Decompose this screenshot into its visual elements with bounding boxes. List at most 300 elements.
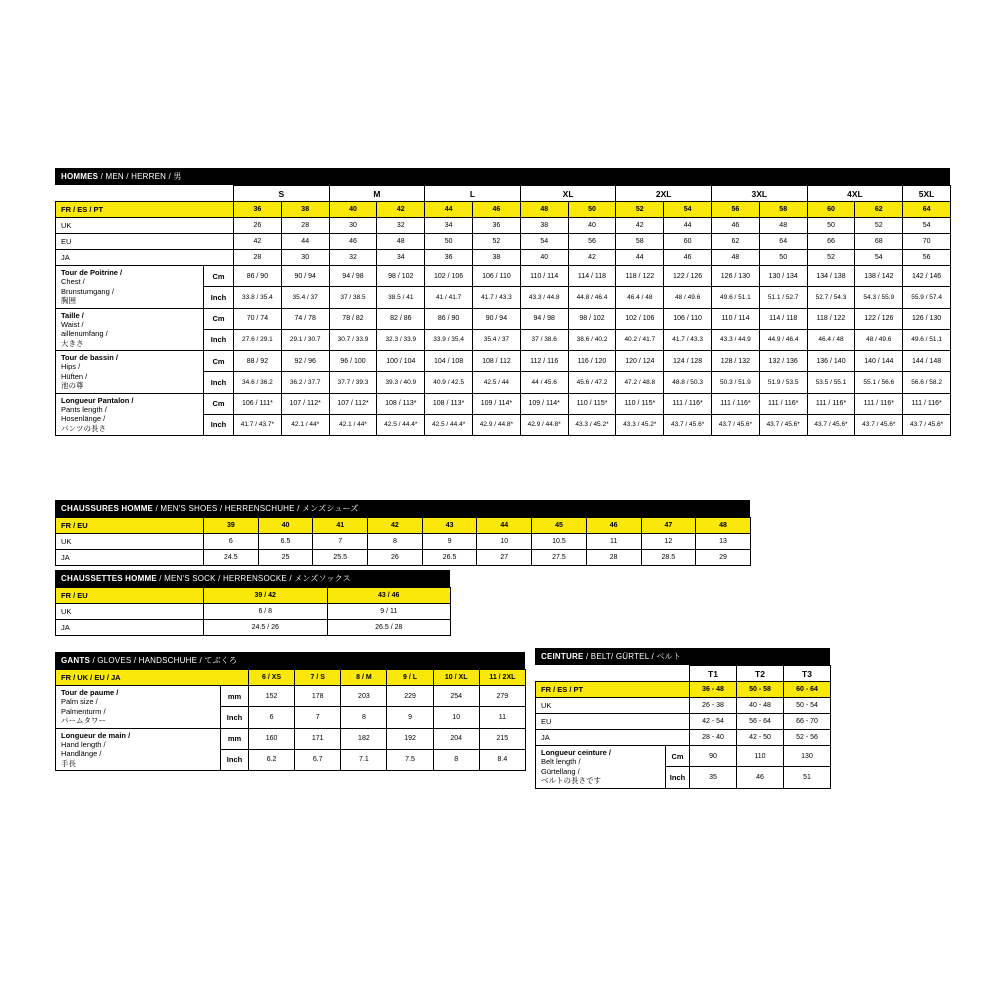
measure-value-cm: 138 / 142 — [855, 266, 903, 287]
glove-value-inch: 6.2 — [249, 749, 295, 770]
row-label-glove-sizes: FR / UK / EU / JA — [56, 670, 249, 686]
table-row — [56, 393, 951, 414]
size-value: 64 — [903, 202, 951, 218]
shoe-size-value: 24.5 — [204, 550, 259, 566]
measure-value-inch: 43.7 / 45.6* — [759, 414, 807, 435]
glove-value-mm: 254 — [433, 686, 479, 707]
size-value: 56 — [712, 202, 760, 218]
shoe-size-value: 10 — [477, 534, 532, 550]
size-value: 44 — [616, 250, 664, 266]
measure-value-inch: 46.4 / 48 — [616, 287, 664, 308]
size-value: 32 — [329, 250, 377, 266]
row-label-EU: EU — [536, 714, 690, 730]
glove-value-inch: 6 — [249, 707, 295, 728]
glove-size-row — [56, 670, 526, 686]
label-line: ベルトの長さです — [541, 776, 601, 786]
size-value: 54 — [520, 234, 568, 250]
measure-label — [56, 308, 204, 351]
measure-value-inch: 40.2 / 41.7 — [616, 329, 664, 350]
shoe-size-value: 28.5 — [641, 550, 696, 566]
shoe-size-value: 8 — [368, 534, 423, 550]
measure-value-cm: 107 / 112* — [281, 393, 329, 414]
size-value: 42 — [568, 250, 616, 266]
row-label-FR / ES / PT: FR / ES / PT — [56, 202, 234, 218]
measure-value-cm: 98 / 102 — [377, 266, 425, 287]
men-title-bold: HOMMES — [61, 172, 99, 181]
measure-value-cm: 112 / 116 — [520, 351, 568, 372]
measure-value-cm: 94 / 98 — [329, 266, 377, 287]
measure-value-cm: 132 / 136 — [759, 351, 807, 372]
shoe-size-value: 6 — [204, 534, 259, 550]
shoe-size-value: 28 — [586, 550, 641, 566]
belt-title-bold: CEINTURE — [541, 652, 584, 661]
measure-value-cm: 126 / 130 — [712, 266, 760, 287]
measure-value-inch: 29.1 / 30.7 — [281, 329, 329, 350]
row-label-UK: UK — [536, 698, 690, 714]
label-line: Gürtellang / — [541, 766, 580, 776]
glove-value-mm: 192 — [387, 728, 433, 749]
unit-inch: Inch — [221, 749, 249, 770]
measure-value-cm: 110 / 115* — [616, 393, 664, 414]
row-label-JA: JA — [56, 250, 234, 266]
size-value: 30 — [329, 218, 377, 234]
size-value: 42 — [234, 234, 282, 250]
shoe-size-value: 42 — [368, 518, 423, 534]
sock-size-value: 43 / 46 — [327, 588, 451, 604]
socks-block-header — [55, 570, 450, 587]
measure-value-inch: 48 / 49.6 — [664, 287, 712, 308]
measure-value-inch: 43.7 / 45.6* — [807, 414, 855, 435]
unit-mm: mm — [221, 728, 249, 749]
measure-label — [56, 351, 204, 394]
measure-value-cm: 108 / 113* — [377, 393, 425, 414]
unit-inch: Inch — [204, 372, 234, 393]
measure-value-inch: 51.9 / 53.5 — [759, 372, 807, 393]
glove-size: 11 / 2XL — [479, 670, 525, 686]
label-line: Palmenturm / — [61, 706, 106, 716]
measure-value-inch: 43.3 / 44.8 — [520, 287, 568, 308]
size-group-L: L — [425, 186, 521, 202]
glove-value-mm: 203 — [341, 686, 387, 707]
measure-value-cm: 114 / 118 — [568, 266, 616, 287]
size-value: 44 — [281, 234, 329, 250]
measure-label — [536, 746, 666, 789]
measure-value-cm: 111 / 116* — [759, 393, 807, 414]
size-value: 52 — [807, 250, 855, 266]
belt-length-cm: 90 — [690, 746, 737, 767]
size-value: 36 — [234, 202, 282, 218]
size-value: 38 — [520, 218, 568, 234]
table-row — [536, 698, 831, 714]
glove-value-inch: 7.5 — [387, 749, 433, 770]
measure-value-inch: 39.3 / 40.9 — [377, 372, 425, 393]
glove-value-inch: 8 — [433, 749, 479, 770]
measure-value-cm: 86 / 90 — [425, 308, 473, 329]
shoe-size-value: 44 — [477, 518, 532, 534]
measure-value-cm: 118 / 122 — [807, 308, 855, 329]
measure-value-inch: 53.5 / 55.1 — [807, 372, 855, 393]
glove-size: 7 / S — [295, 670, 341, 686]
size-value: 46 — [329, 234, 377, 250]
glove-value-inch: 6.7 — [295, 749, 341, 770]
measure-value-inch: 55.9 / 57.4 — [903, 287, 951, 308]
row-label-FR / ES / PT: FR / ES / PT — [536, 682, 690, 698]
measure-value-cm: 111 / 116* — [855, 393, 903, 414]
measure-value-inch: 43.7 / 45.6* — [664, 414, 712, 435]
measure-value-inch: 32.3 / 33.9 — [377, 329, 425, 350]
belt-col-T1: T1 — [690, 666, 737, 682]
label-line: Taille / — [61, 310, 84, 320]
unit-mm: mm — [221, 686, 249, 707]
men-size-block — [55, 168, 950, 436]
size-group-row — [56, 186, 951, 202]
measure-value-cm: 109 / 114* — [520, 393, 568, 414]
size-value: 40 — [520, 250, 568, 266]
belt-size-value: 66 - 70 — [784, 714, 831, 730]
glove-value-inch: 7 — [295, 707, 341, 728]
label-line: Longueur de main / — [61, 730, 131, 740]
row-label-FR / EU: FR / EU — [56, 518, 204, 534]
measure-value-inch: 54.3 / 55.9 — [855, 287, 903, 308]
label-line: Hosenlänge / — [61, 414, 106, 424]
label-line: Hips / — [61, 362, 81, 372]
label-line: Pants length / — [61, 404, 107, 414]
shoe-size-value: 45 — [532, 518, 587, 534]
shoes-title-rest: / MEN'S SHOES / HERRENSCHUHE / メンズシューズ — [155, 504, 359, 513]
measure-value-cm: 106 / 111* — [234, 393, 282, 414]
belt-size-value: 40 - 48 — [737, 698, 784, 714]
size-value: 28 — [234, 250, 282, 266]
size-value: 62 — [712, 234, 760, 250]
glove-size: 9 / L — [387, 670, 433, 686]
measure-value-inch: 43.7 / 45.6* — [903, 414, 951, 435]
table-row — [56, 518, 751, 534]
row-label-JA: JA — [536, 730, 690, 746]
label-line: 大きさ — [61, 338, 84, 348]
label-line: 胸囲 — [61, 296, 76, 306]
measure-value-cm: 110 / 114 — [520, 266, 568, 287]
size-value: 52 — [855, 218, 903, 234]
measure-value-inch: 42.5 / 44.4* — [425, 414, 473, 435]
size-value: 52 — [473, 234, 521, 250]
size-value: 58 — [616, 234, 664, 250]
shoe-size-value: 11 — [586, 534, 641, 550]
measure-value-cm: 86 / 90 — [234, 266, 282, 287]
size-value: 58 — [759, 202, 807, 218]
glove-value-inch: 9 — [387, 707, 433, 728]
table-row — [536, 714, 831, 730]
size-value: 46 — [664, 250, 712, 266]
size-group-3XL: 3XL — [712, 186, 808, 202]
table-row — [56, 266, 951, 287]
measure-value-cm: 120 / 124 — [616, 351, 664, 372]
shoe-size-value: 6.5 — [258, 534, 313, 550]
belt-size-value: 28 - 40 — [690, 730, 737, 746]
belt-length-cm: 130 — [784, 746, 831, 767]
shoe-size-value: 26.5 — [422, 550, 477, 566]
size-group-S: S — [234, 186, 330, 202]
measure-value-inch: 48.8 / 50.3 — [664, 372, 712, 393]
socks-block — [55, 570, 450, 636]
label-line: 池の尊 — [61, 381, 84, 391]
table-row — [56, 234, 951, 250]
measure-value-cm: 106 / 110 — [664, 308, 712, 329]
belt-length-cm: 110 — [737, 746, 784, 767]
measure-value-inch: 41 / 41.7 — [425, 287, 473, 308]
measure-value-cm: 144 / 148 — [903, 351, 951, 372]
measure-value-inch: 40.9 / 42.5 — [425, 372, 473, 393]
glove-value-mm: 182 — [341, 728, 387, 749]
measure-value-inch: 38.6 / 40.2 — [568, 329, 616, 350]
belt-title-rest: / BELT/ GÜRTEL / ベルト — [585, 652, 681, 661]
measure-value-cm: 116 / 120 — [568, 351, 616, 372]
measure-value-cm: 122 / 126 — [664, 266, 712, 287]
size-value: 32 — [377, 218, 425, 234]
size-value: 56 — [903, 250, 951, 266]
glove-value-inch: 8 — [341, 707, 387, 728]
measure-value-cm: 109 / 114* — [473, 393, 521, 414]
unit-cm: Cm — [204, 266, 234, 287]
measure-value-inch: 37 / 38.6 — [520, 329, 568, 350]
measure-value-inch: 42.5 / 44.4* — [377, 414, 425, 435]
socks-title-rest: / MEN'S SOCK / HERRENSOCKE / メンズソックス — [159, 574, 351, 583]
spacer-cell — [56, 186, 234, 202]
measure-value-inch: 27.6 / 29.1 — [234, 329, 282, 350]
label-line: Handlänge / — [61, 749, 102, 759]
belt-size-value: 42 - 54 — [690, 714, 737, 730]
shoe-size-value: 25 — [258, 550, 313, 566]
unit-inch: Inch — [204, 329, 234, 350]
shoe-size-value: 41 — [313, 518, 368, 534]
size-value: 40 — [568, 218, 616, 234]
measure-value-cm: 134 / 138 — [807, 266, 855, 287]
shoe-size-value: 13 — [696, 534, 751, 550]
shoes-block — [55, 500, 750, 566]
label-line: Tour de Poitrine / — [61, 268, 123, 277]
sock-size-value: 9 / 11 — [327, 604, 451, 620]
socks-size-table — [55, 587, 451, 636]
label-line: Tour de paume / — [61, 688, 119, 697]
size-value: 38 — [281, 202, 329, 218]
table-row — [536, 730, 831, 746]
measure-value-cm: 128 / 132 — [712, 351, 760, 372]
shoes-size-table — [55, 517, 751, 566]
glove-size: 10 / XL — [433, 670, 479, 686]
measure-value-inch: 42.5 / 44 — [473, 372, 521, 393]
glove-value-mm: 152 — [249, 686, 295, 707]
measure-value-cm: 102 / 106 — [425, 266, 473, 287]
shoe-size-value: 40 — [258, 518, 313, 534]
size-group-2XL: 2XL — [616, 186, 712, 202]
size-value: 26 — [234, 218, 282, 234]
label-line: Hüften / — [61, 371, 88, 381]
shoe-size-value: 39 — [204, 518, 259, 534]
size-value: 50 — [759, 250, 807, 266]
shoe-size-value: 47 — [641, 518, 696, 534]
men-title-rest: / MEN / HERREN / 男 — [100, 172, 182, 181]
label-line: Tour de bassin / — [61, 353, 118, 362]
spacer-cell — [536, 666, 690, 682]
measure-label — [56, 393, 204, 436]
measure-value-inch: 33.8 / 35.4 — [234, 287, 282, 308]
unit-inch: Inch — [204, 287, 234, 308]
table-row — [536, 746, 831, 767]
measure-value-cm: 140 / 144 — [855, 351, 903, 372]
measure-value-inch: 49.6 / 51.1 — [903, 329, 951, 350]
row-label-UK: UK — [56, 534, 204, 550]
gloves-size-table — [55, 669, 526, 771]
shoe-size-value: 9 — [422, 534, 477, 550]
table-row — [536, 682, 831, 698]
measure-value-cm: 82 / 86 — [377, 308, 425, 329]
men-size-table — [55, 185, 951, 436]
size-value: 50 — [568, 202, 616, 218]
shoe-size-value: 26 — [368, 550, 423, 566]
size-value: 54 — [855, 250, 903, 266]
label-line: Chest / — [61, 277, 85, 287]
label-line: Brunstumgang / — [61, 286, 114, 296]
measure-label — [56, 686, 221, 729]
measure-value-cm: 111 / 116* — [903, 393, 951, 414]
measure-value-cm: 90 / 94 — [281, 266, 329, 287]
size-value: 36 — [425, 250, 473, 266]
measure-value-cm: 118 / 122 — [616, 266, 664, 287]
measure-value-cm: 92 / 96 — [281, 351, 329, 372]
measure-value-inch: 30.7 / 33.9 — [329, 329, 377, 350]
measure-value-cm: 94 / 98 — [520, 308, 568, 329]
gloves-block — [55, 652, 525, 771]
glove-value-inch: 11 — [479, 707, 525, 728]
shoe-size-value: 27.5 — [532, 550, 587, 566]
gloves-title-bold: GANTS — [61, 656, 90, 665]
measure-value-inch: 43.3 / 45.2* — [568, 414, 616, 435]
measure-value-inch: 42.1 / 44* — [281, 414, 329, 435]
glove-value-inch: 8.4 — [479, 749, 525, 770]
size-value: 70 — [903, 234, 951, 250]
belt-size-value: 50 - 58 — [737, 682, 784, 698]
measure-value-inch: 46.4 / 48 — [807, 329, 855, 350]
measure-value-inch: 37.7 / 39.3 — [329, 372, 377, 393]
size-value: 60 — [807, 202, 855, 218]
size-value: 48 — [377, 234, 425, 250]
measure-value-inch: 51.1 / 52.7 — [759, 287, 807, 308]
belt-block — [535, 648, 830, 789]
measure-value-cm: 98 / 102 — [568, 308, 616, 329]
unit-inch: Inch — [221, 707, 249, 728]
size-group-4XL: 4XL — [807, 186, 903, 202]
belt-size-value: 36 - 48 — [690, 682, 737, 698]
table-row — [56, 534, 751, 550]
measure-value-cm: 96 / 100 — [329, 351, 377, 372]
size-value: 54 — [664, 202, 712, 218]
unit-cm: Cm — [204, 308, 234, 329]
label-line: Hand length / — [61, 739, 106, 749]
measure-value-cm: 78 / 82 — [329, 308, 377, 329]
label-line: Belt length / — [541, 757, 581, 767]
size-value: 50 — [425, 234, 473, 250]
unit-cm: Cm — [204, 393, 234, 414]
size-value: 68 — [855, 234, 903, 250]
measure-value-cm: 111 / 116* — [807, 393, 855, 414]
measure-value-cm: 110 / 114 — [712, 308, 760, 329]
measure-value-inch: 43.3 / 45.2* — [616, 414, 664, 435]
measure-value-inch: 38.5 / 41 — [377, 287, 425, 308]
measure-value-cm: 104 / 108 — [425, 351, 473, 372]
measure-value-cm: 142 / 146 — [903, 266, 951, 287]
belt-block-header — [535, 648, 830, 665]
size-value: 30 — [281, 250, 329, 266]
measure-value-inch: 43.7 / 45.6* — [712, 414, 760, 435]
belt-size-table — [535, 665, 831, 789]
sock-size-value: 24.5 / 26 — [204, 620, 328, 636]
measure-value-cm: 74 / 78 — [281, 308, 329, 329]
socks-title-bold: CHAUSSETTES HOMME — [61, 574, 157, 583]
row-label-JA: JA — [56, 550, 204, 566]
measure-value-inch: 47.2 / 48.8 — [616, 372, 664, 393]
table-row — [56, 620, 451, 636]
measure-value-cm: 122 / 126 — [855, 308, 903, 329]
label-line: 手長 — [61, 758, 76, 768]
measure-value-cm: 110 / 115* — [568, 393, 616, 414]
measure-value-cm: 90 / 94 — [473, 308, 521, 329]
label-line: Longueur ceinture / — [541, 748, 612, 757]
unit-inch: Inch — [204, 414, 234, 435]
size-value: 48 — [520, 202, 568, 218]
belt-size-value: 56 - 64 — [737, 714, 784, 730]
size-group-M: M — [329, 186, 425, 202]
men-block-header — [55, 168, 950, 185]
measure-value-inch: 48 / 49.6 — [855, 329, 903, 350]
shoe-size-value: 10.5 — [532, 534, 587, 550]
table-row — [56, 686, 526, 707]
table-row — [56, 218, 951, 234]
measure-value-cm: 111 / 116* — [664, 393, 712, 414]
measure-value-cm: 106 / 110 — [473, 266, 521, 287]
size-value: 44 — [664, 218, 712, 234]
measure-value-cm: 126 / 130 — [903, 308, 951, 329]
glove-value-mm: 171 — [295, 728, 341, 749]
sock-size-value: 26.5 / 28 — [327, 620, 451, 636]
size-group-5XL: 5XL — [903, 186, 951, 202]
measure-value-inch: 43.7 / 45.6* — [855, 414, 903, 435]
unit-cm: Cm — [666, 746, 690, 767]
measure-value-inch: 41.7 / 43.3 — [473, 287, 521, 308]
table-row — [56, 202, 951, 218]
table-row — [56, 250, 951, 266]
table-row — [56, 588, 451, 604]
measure-value-cm: 124 / 128 — [664, 351, 712, 372]
glove-value-mm: 160 — [249, 728, 295, 749]
label-line: Longueur Pantalon / — [61, 395, 134, 405]
size-value: 56 — [568, 234, 616, 250]
measure-value-inch: 49.6 / 51.1 — [712, 287, 760, 308]
measure-value-cm: 70 / 74 — [234, 308, 282, 329]
shoes-title-bold: CHAUSSURES HOMME — [61, 504, 154, 513]
glove-value-mm: 178 — [295, 686, 341, 707]
measure-value-inch: 34.6 / 36.2 — [234, 372, 282, 393]
size-value: 46 — [473, 202, 521, 218]
unit-cm: Cm — [204, 351, 234, 372]
row-label-JA: JA — [56, 620, 204, 636]
shoe-size-value: 46 — [586, 518, 641, 534]
measure-value-inch: 52.7 / 54.3 — [807, 287, 855, 308]
measure-value-inch: 42.9 / 44.8* — [473, 414, 521, 435]
measure-value-cm: 130 / 134 — [759, 266, 807, 287]
size-value: 60 — [664, 234, 712, 250]
shoes-block-header — [55, 500, 750, 517]
table-row — [56, 550, 751, 566]
measure-value-inch: 35.4 / 37 — [281, 287, 329, 308]
